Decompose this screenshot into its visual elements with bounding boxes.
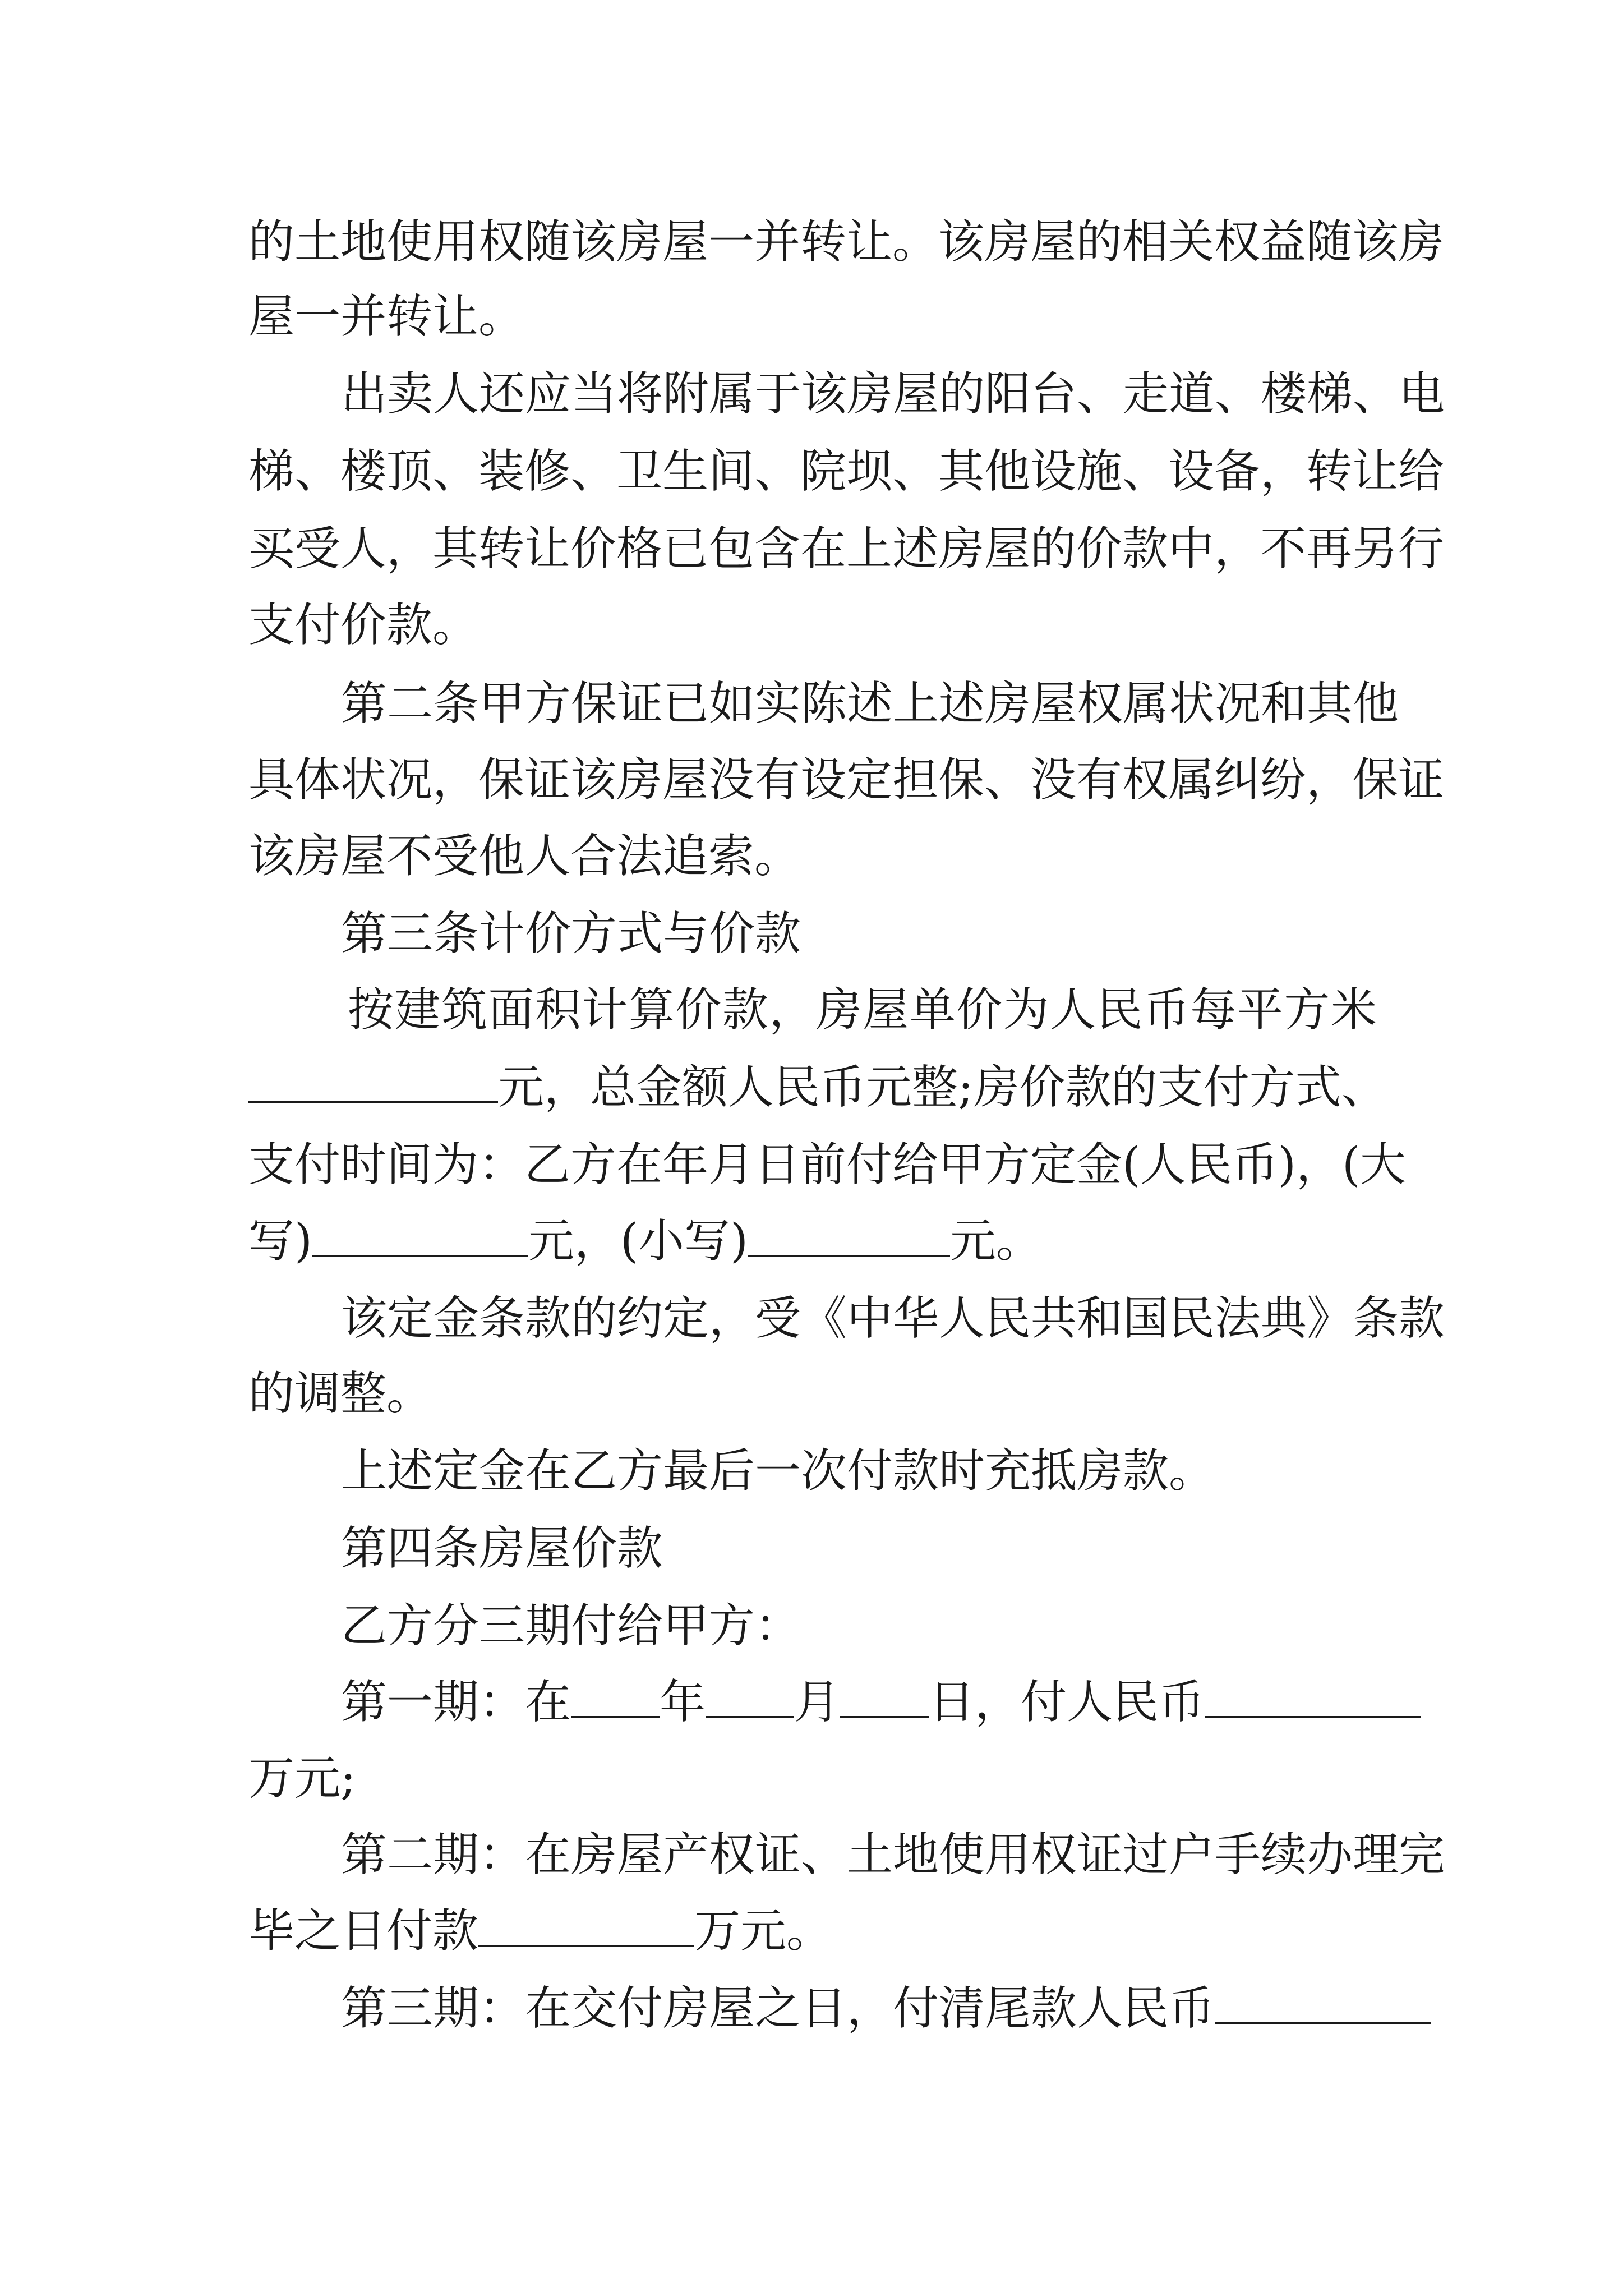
line-text: 毕之日付款 [248, 1904, 479, 1958]
line-text: 写) [248, 1214, 312, 1268]
paragraph-line: 买受人，其转让价格已包含在上述房屋的价款中，不再另行 [248, 522, 1445, 576]
paragraph-line: 屋一并转让。 [248, 290, 525, 343]
paragraph-line: 该定金条款的约定，受《中华人民共和国民法典》条款 [341, 1292, 1445, 1345]
paragraph-line: 支付时间为：乙方在年月日前付给甲方定金(人民币)，(大 [248, 1138, 1406, 1191]
line-text: 元，(小写) [528, 1214, 748, 1268]
line-text: 元，总金额人民币元整;房价款的支付方式、 [498, 1061, 1387, 1114]
paragraph-line [341, 1663, 1377, 1742]
blank-deposit-uppercase[interactable] [312, 1216, 528, 1257]
paragraph-line: 乙方分三期付给甲方： [341, 1599, 801, 1653]
paragraph-line [341, 1970, 1377, 2048]
blank-unit-price[interactable] [248, 1062, 498, 1103]
section-heading: 第三条计价方式与价款 [341, 907, 801, 960]
line-text: 日，付人民币 [929, 1676, 1205, 1729]
paragraph-line: 该房屋不受他人合法追索。 [248, 830, 801, 883]
paragraph-line: 万元; [248, 1752, 356, 1805]
paragraph-line: 支付价款。 [248, 599, 479, 652]
line-text: 第一期：在 [341, 1676, 571, 1729]
blank-deposit-lowercase[interactable] [748, 1216, 950, 1257]
paragraph-line: 的调整。 [248, 1367, 433, 1420]
paragraph-line: 的土地使用权随该房屋一并转让。该房屋的相关权益随该房 [248, 215, 1445, 269]
line-text: 月 [794, 1676, 841, 1729]
paragraph-line [248, 1202, 1377, 1281]
line-text: 第三期：在交付房屋之日，付清尾款人民币 [341, 1982, 1215, 2035]
paragraph-line [248, 1048, 1387, 1127]
line-text: 年 [660, 1676, 706, 1729]
blank-day[interactable] [840, 1677, 929, 1718]
blank-final-payment[interactable] [1215, 1983, 1431, 2024]
line-text: 万元。 [694, 1904, 833, 1958]
blank-year[interactable] [571, 1677, 660, 1718]
paragraph-line: 具体状况，保证该房屋没有设定担保、没有权属纠纷，保证 [248, 753, 1445, 807]
paragraph-line [248, 1892, 1377, 1971]
blank-first-payment[interactable] [1205, 1677, 1421, 1718]
paragraph-line: 上述定金在乙方最后一次付款时充抵房款。 [341, 1444, 1215, 1498]
paragraph-line: 出卖人还应当将附属于该房屋的阳台、走道、楼梯、电 [341, 367, 1445, 421]
paragraph-line: 第二期：在房屋产权证、土地使用权证过户手续办理完 [341, 1828, 1445, 1881]
line-text: 元。 [949, 1214, 1042, 1268]
section-heading: 第四条房屋价款 [341, 1522, 663, 1575]
blank-second-payment[interactable] [478, 1906, 694, 1947]
paragraph-line: 梯、楼顶、装修、卫生间、院坝、其他设施、设备，转让给 [248, 445, 1445, 498]
blank-month[interactable] [706, 1677, 794, 1718]
paragraph-line: 第二条甲方保证已如实陈述上述房屋权属状况和其他 [341, 677, 1399, 730]
paragraph-line: 按建筑面积计算价款，房屋单价为人民币每平方米 [348, 983, 1377, 1037]
